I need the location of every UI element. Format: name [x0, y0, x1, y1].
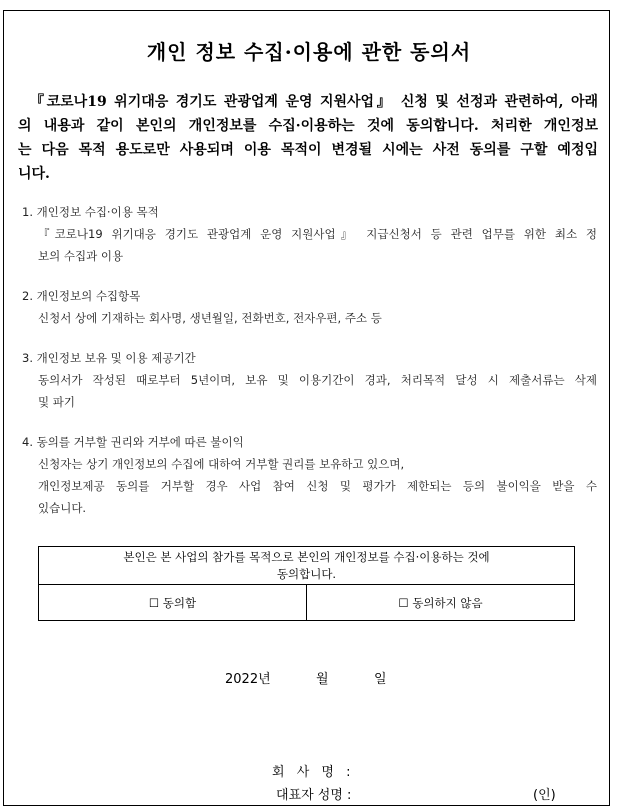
section-heading: 2. 개인정보의 수집항목: [22, 289, 141, 303]
date-day[interactable]: 일: [374, 672, 387, 687]
company-name-label: 회 사 명 :: [272, 765, 355, 780]
section-line: 신청서 상에 기재하는 회사명, 생년월일, 전화번호, 전자우편, 주소 등: [38, 311, 382, 325]
intro-paragraph: [18, 90, 598, 186]
section-retention: [22, 347, 597, 413]
section-line: 있습니다.: [38, 501, 87, 515]
section-heading: 3. 개인정보 보유 및 이용 제공기간: [22, 351, 196, 365]
section-line: 동의서가 작성된 때로부터 5년이며, 보유 및 이용기간이 경과, 처리목적 달성 시 제출서류는 삭제: [38, 373, 597, 387]
section-heading: 1. 개인정보 수집·이용 목적: [22, 205, 159, 219]
representative-label: 대표자 성명 :: [276, 788, 352, 803]
date-year[interactable]: 2022년: [225, 672, 271, 687]
intro-line: 『코로나19 위기대응 경기도 관광업계 운영 지원사업』 신청 및 선정과 관련하여, 아래: [30, 94, 598, 110]
section-refusal: [22, 431, 597, 519]
section-line: 개인정보제공 동의를 거부할 경우 사업 참여 신청 및 평가가 제한되는 등의 불이익을 받을 수: [38, 479, 597, 493]
section-line: 및 파기: [38, 395, 75, 409]
section-purpose: [22, 201, 597, 267]
intro-line: 의 내용과 같이 본인의 개인정보를 수집·이용하는 것에 동의합니다. 처리한 개인정보: [18, 118, 598, 134]
intro-line: 는 다음 목적 용도로만 사용되며 이용 목적이 변경될 시에는 사전 동의를 구할 예정입: [18, 142, 598, 158]
date-month[interactable]: 월: [316, 672, 329, 687]
section-heading: 4. 동의를 거부할 권리와 거부에 따른 불이익: [22, 435, 244, 449]
section-line: 보의 수집과 이용: [38, 249, 124, 263]
document-title: 개인 정보 수집·이용에 관한 동의서: [146, 40, 472, 64]
section-items: [22, 285, 597, 329]
section-line: 『코로나19 위기대응 경기도 관광업계 운영 지원사업』 지급신청서 등 관련 업무를 위한 최소 정: [38, 227, 597, 241]
section-line: 신청자는 상기 개인정보의 수집에 대하여 거부할 권리를 보유하고 있으며,: [38, 457, 405, 471]
intro-line: 니다.: [18, 166, 50, 182]
agree-checkbox[interactable]: ☐ 동의함: [39, 585, 307, 621]
consent-statement: [39, 547, 575, 585]
disagree-checkbox[interactable]: ☐ 동의하지 않음: [307, 585, 575, 621]
consent-statement-line: 본인은 본 사업의 참가를 목적으로 본인의 개인정보를 수집·이용하는 것에: [123, 549, 490, 564]
seal-mark: (인): [533, 788, 556, 803]
consent-table: [38, 546, 575, 621]
consent-statement-line: 동의합니다.: [276, 566, 337, 581]
